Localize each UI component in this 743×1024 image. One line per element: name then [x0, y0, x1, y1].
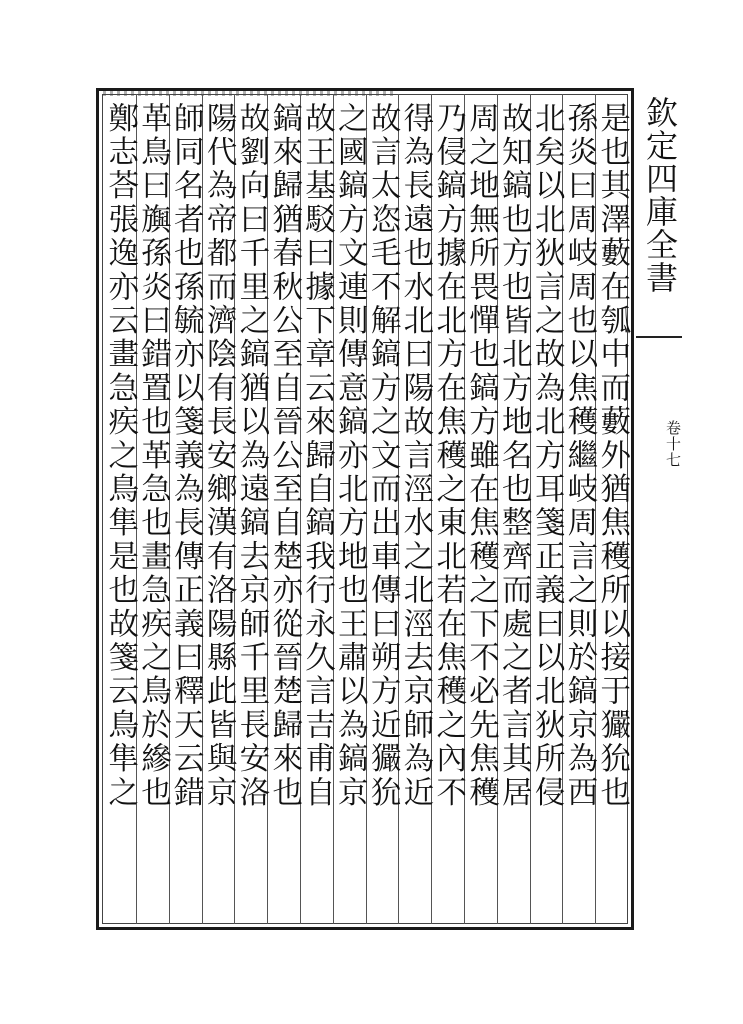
text-column: 革鳥曰旟孫炎曰錯置也革急也畫急疾之鳥於縿也: [135, 102, 171, 810]
text-column: 北矣以北狄言之故為北方耳箋正義曰以北狄所侵: [529, 102, 565, 810]
text-column: 孫炎曰周岐周也以焦穫繼岐周言之則於鎬京為西: [561, 102, 597, 810]
text-column: 周之地無所畏憚也鎬方雖在焦穫之下不必先焦穫: [463, 102, 499, 810]
text-column: 故王基駁曰據下章云來歸自鎬我行永久言吉甫自: [299, 102, 335, 810]
text-column: 之國鎬方文連則傳意鎬亦北方地也王肅以為鎬京: [332, 102, 368, 810]
text-column: 得為長遠也水北曰陽故言涇水之北涇去京師為近: [397, 102, 433, 810]
text-column: 故劉向曰千里之鎬猶以為遠鎬去京師千里長安洛: [233, 102, 269, 810]
text-column: 陽代為帝都而濟陰有長安鄉漢有洛陽縣此皆與京: [201, 102, 237, 810]
text-column: 鄭志荅張逸亦云畫急疾之鳥隼是也故箋云鳥隼之: [102, 102, 138, 810]
margin-separator: [636, 336, 682, 338]
text-column: 故知鎬也方也皆北方地名也整齊而處之者言其居: [496, 102, 532, 810]
volume-label: 卷十七: [664, 420, 682, 468]
text-column: 故言太恣毛不解鎬方之文而出車傳曰朔方近玁狁: [365, 102, 401, 810]
text-column: 是也其澤藪在瓠中而藪外猶焦穫所以接于玁狁也: [594, 102, 630, 810]
book-title: 欽定四庫全書: [641, 96, 679, 294]
text-column: 鎬來歸猶春秋公至自晉公至自楚亦從晉楚歸來也: [266, 102, 302, 810]
text-column: 師同名者也孫毓亦以箋義為長傳正義曰釋天云錯: [168, 102, 204, 810]
text-column: 乃侵鎬方據在北方在焦穫之東北若在焦穫之內不: [430, 102, 466, 810]
